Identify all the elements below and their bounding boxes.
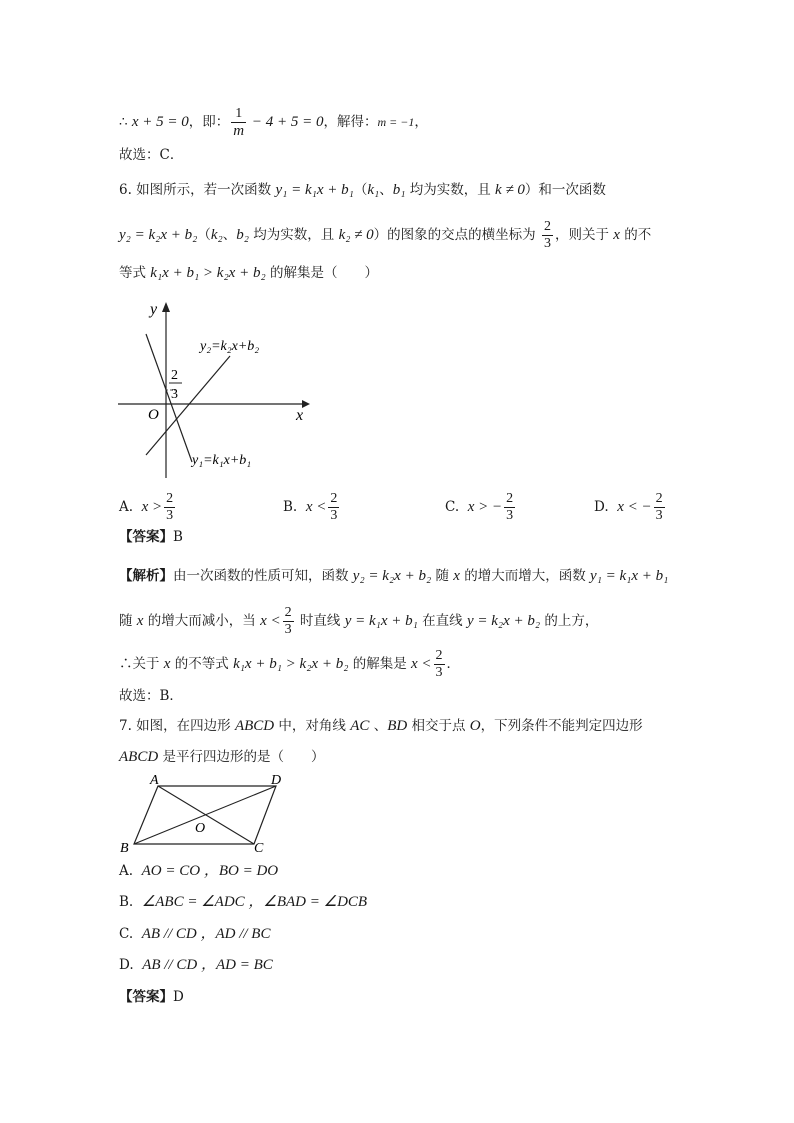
option-relation: x < − [617,499,652,515]
text: 随 [119,613,137,629]
option-letter: C. [119,926,134,942]
text: 等式 [119,265,151,281]
numerator: 1 [235,106,243,121]
q6-analysis-line-2 [119,605,598,638]
denominator: 3 [284,622,292,637]
text: ∴关于 [119,656,164,672]
text: 随 [431,568,454,584]
q6-option-b[interactable] [283,491,341,524]
option-text: ∠ABC = ∠ADC ，∠BAD = ∠DCB [141,894,368,910]
equation: x + 5 = 0 [131,114,189,130]
option-relation: x > − [467,499,503,515]
equation: y = k₂x + b₂ [466,613,541,629]
q6-analysis-line-3 [119,648,460,681]
symbol: b₁ [392,182,406,198]
text: 7. 如图，在四边形 [119,718,235,734]
text: （ [197,227,211,243]
q7-option-b[interactable] [119,892,367,912]
condition: k ≠ 0 [495,182,525,198]
numerator: 2 [435,648,443,663]
symbol: x [163,656,171,672]
text: 的增大而减小，当 [143,613,261,629]
denominator: 3 [655,508,663,523]
point-o-label: O [195,821,206,836]
numerator: 2 [330,491,338,506]
text: 、 [379,182,393,198]
text: ， [414,114,428,130]
q6-stem-line-3 [119,263,378,283]
text: 6. 如图所示，若一次函数 [119,182,276,198]
option-letter: B. [119,894,134,910]
text: ，即： [188,114,230,130]
text: 由一次函数的性质可知，函数 [173,568,353,584]
q7-option-a[interactable] [119,861,278,881]
vertex-b-label: B [120,841,129,856]
symbol: O [469,718,481,734]
y-axis-label: y [150,301,158,318]
fraction [231,106,246,139]
q7-option-c[interactable] [119,924,270,944]
text: （ [353,182,368,198]
text: ，解得： [323,114,378,130]
graph-fraction-numerator: 2 [171,368,178,383]
symbol: k₁ [367,182,380,198]
symbol: x [613,227,620,243]
q7-option-d[interactable] [119,955,273,975]
text: 中，对角线 [274,718,351,734]
q6-analysis-line-1 [119,566,668,586]
option-fraction [654,491,665,524]
q6-option-d[interactable] [594,491,667,524]
x-axis-arrow [302,400,310,408]
denominator: 3 [435,665,443,680]
equation: y₁ = k₁x + b₁ [590,568,669,584]
option-text: AB // CD ，AD = BC [142,957,273,973]
text: 在直线 [417,613,467,629]
numerator: 2 [543,219,551,234]
option-letter: D. [119,957,134,973]
equation: y₁ = k₁x + b₁ [275,182,354,198]
text: 时直线 [295,613,345,629]
symbol: ABCD [119,749,159,765]
vertex-a-label: A [150,773,159,788]
text: 均为实数，且 [248,227,339,243]
option-fraction [504,491,515,524]
analysis-label: 【解析】 [119,568,173,584]
line-y2 [146,356,230,455]
q7-stem-line-2 [119,747,324,767]
origin-label: O [148,407,159,423]
equation: y₂ = k₂x + b₂ [119,227,198,243]
answer-value: B [173,529,183,545]
symbol: ABCD [234,718,275,734]
denominator: 3 [166,508,174,523]
text: ）和一次函数 [524,182,606,198]
q7-answer [119,987,184,1007]
numerator: 2 [166,491,174,506]
answer-label: 【答案】 [119,989,173,1005]
q6-stem-line-1 [119,180,606,200]
option-text: AB // CD ，AD // BC [141,926,271,942]
text: 均为实数，且 [405,182,496,198]
vertex-d-label: D [271,773,282,788]
line-y1-label: y₁=k₁x+b₁ [192,453,252,468]
text: 的上方， [540,613,599,629]
text: 、 [222,227,237,243]
text: 的解集是 [348,656,412,672]
q5-solution-line [119,106,428,139]
symbol: k₂ [210,227,223,243]
q6-option-a[interactable] [119,491,177,524]
denominator: 3 [543,236,551,251]
q7-parallelogram-figure [116,770,296,856]
q6-choice: 故选：B． [119,688,183,704]
symbol: x [136,613,144,629]
numerator: 2 [284,605,292,620]
q5-choice: 故选：C． [119,147,184,163]
option-fraction [164,491,175,524]
denominator: m [233,123,245,139]
equation: m = −1 [377,115,415,129]
relation: x < [411,656,432,672]
option-text: AO = CO ，BO = DO [141,863,279,879]
graph-fraction-denominator: 3 [171,387,178,402]
symbol: b₂ [236,227,249,243]
inequality: k₁x + b₁ > k₂x + b₂ [150,265,266,281]
symbol: BD [387,718,408,734]
option-letter: D. [594,499,609,515]
option-letter: B. [283,499,298,515]
answer-value: D [173,989,184,1005]
text: ）的图象的交点的横坐标为 [373,227,540,243]
symbol: AC [350,718,370,734]
equation: − 4 + 5 = 0 [248,114,324,130]
equation: y₂ = k₂x + b₂ [352,568,432,584]
text: ，下列条件不能判定四边形 [480,718,643,734]
option-letter: A. [119,499,134,515]
vertex-c-label: C [254,841,264,856]
q6-function-graph [112,292,322,482]
fraction [434,648,445,681]
text: 的不等式 [170,656,234,672]
text: 的增大而增大，函数 [459,568,591,584]
text: 的不 [619,227,652,243]
symbol: x [453,568,460,584]
denominator: 3 [506,508,514,523]
denominator: 3 [330,508,338,523]
text: 是平行四边形的是（ ） [158,749,325,765]
answer-label: 【答案】 [119,529,173,545]
fraction [542,219,553,252]
option-letter: A. [119,863,134,879]
condition: k₂ ≠ 0 [338,227,374,243]
option-relation: x < [305,499,327,515]
option-letter: C. [445,499,460,515]
equation: y = k₁x + b₁ [344,613,418,629]
text: 、 [369,718,388,734]
text: 的解集是（ ） [265,265,378,281]
fraction [283,605,294,638]
q6-option-c[interactable] [445,491,517,524]
text: ． [446,656,461,672]
y-axis-arrow [162,302,170,312]
option-relation: x > [141,499,163,515]
line-y1 [146,334,192,462]
line-y2-label: y₂=k₂x+b₂ [200,339,260,354]
numerator: 2 [506,491,514,506]
option-fraction [328,491,339,524]
x-axis-label: x [296,407,304,424]
text: ，则关于 [554,227,614,243]
therefore-symbol: ∴ [119,114,128,130]
inequality: k₁x + b₁ > k₂x + b₂ [233,656,349,672]
text: 相交于点 [407,718,470,734]
q6-answer [119,527,183,547]
numerator: 2 [655,491,663,506]
q6-stem-line-2 [119,219,651,252]
relation: x < [260,613,281,629]
q7-stem-line-1 [119,716,643,736]
